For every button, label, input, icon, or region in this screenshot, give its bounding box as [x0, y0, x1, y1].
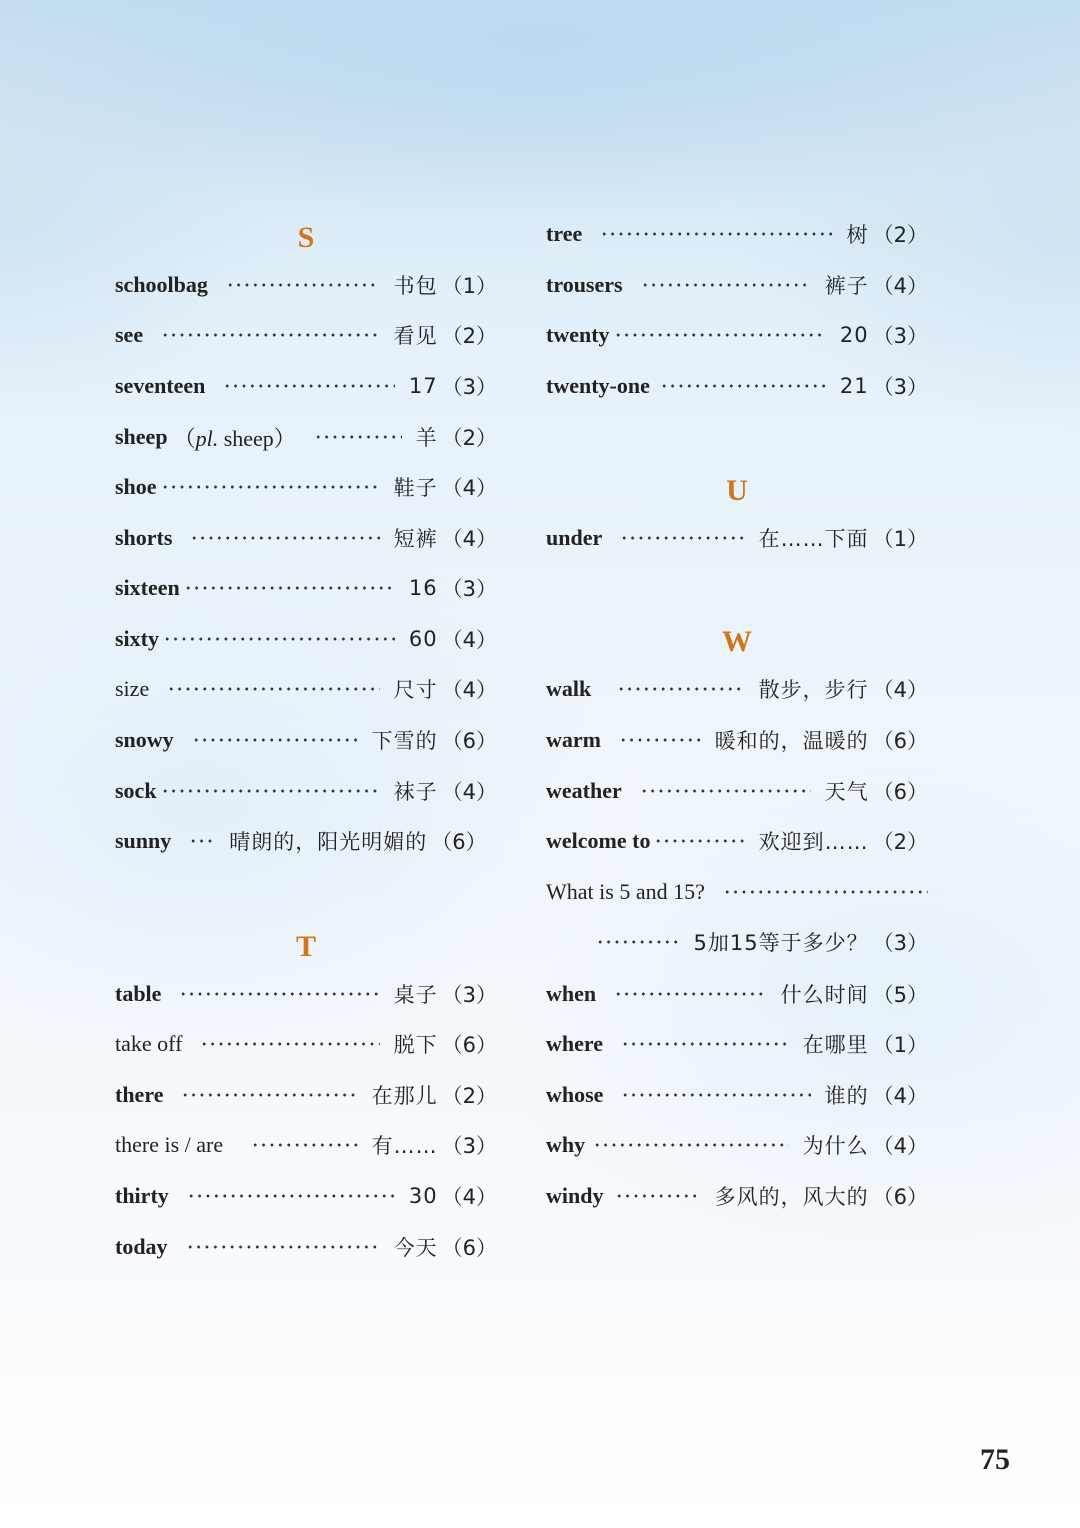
entry-meaning: 在哪里 — [802, 1033, 869, 1057]
entry-word: What is 5 and 15? — [546, 879, 705, 904]
leader-dots — [186, 1237, 380, 1257]
entry-meaning: 5加15等于多少？ — [693, 931, 869, 955]
entry-there — [115, 1078, 497, 1112]
entry-unit: （1） — [441, 274, 497, 298]
entry-where — [546, 1027, 928, 1061]
leader-dots — [187, 1186, 395, 1206]
entry-meaning: 什么时间 — [780, 983, 869, 1007]
entry-word: walk — [546, 676, 592, 701]
entry-meaning: 60 — [408, 627, 438, 651]
entry-meaning: 17 — [408, 374, 438, 398]
leader-dots — [617, 679, 744, 699]
entry-unit: （4） — [872, 1084, 928, 1108]
entry-unit: （6） — [441, 1236, 497, 1260]
leader-dots — [167, 679, 379, 699]
entry-unit: （6） — [431, 830, 487, 854]
leader-dots — [179, 984, 379, 1004]
entry-warm — [546, 723, 928, 757]
entry-unit: （2） — [872, 830, 928, 854]
entry-sixteen — [115, 571, 497, 605]
section-letter-w: W — [722, 625, 752, 658]
entry-word: weather — [546, 778, 622, 803]
note-open: （ — [173, 425, 196, 451]
entry-meaning: 散步，步行 — [758, 678, 869, 702]
leader-dots — [593, 1135, 789, 1155]
entry-unit: （6） — [872, 1185, 928, 1209]
entry-twenty-one — [546, 369, 928, 403]
entry-there-is-are — [115, 1128, 497, 1162]
entry-meaning: 30 — [408, 1184, 438, 1208]
entry-word: whose — [546, 1082, 604, 1107]
entry-meaning: 20 — [839, 323, 869, 347]
entry-meaning: 在那儿 — [371, 1084, 438, 1108]
entry-word: trousers — [546, 272, 623, 297]
entry-meaning: 尺寸 — [393, 678, 438, 702]
entry-meaning: 桌子 — [393, 983, 438, 1007]
entry-unit: （4） — [872, 1134, 928, 1158]
entry-word: shorts — [115, 525, 173, 550]
entry-what-is-5-and-15 — [546, 875, 928, 909]
leader-dots — [200, 1034, 379, 1054]
section-letter-u: U — [726, 474, 748, 507]
entry-word: there is / are — [115, 1132, 224, 1157]
entry-word: windy — [546, 1183, 604, 1208]
leader-dots — [660, 376, 826, 396]
entry-unit: （6） — [872, 729, 928, 753]
leader-dots — [620, 528, 744, 548]
entry-meaning: 书包 — [393, 274, 438, 298]
entry-word: table — [115, 981, 162, 1006]
entry-word: sixty — [115, 626, 159, 651]
entry-sixty — [115, 622, 497, 656]
entry-unit: （2） — [441, 426, 497, 450]
entry-meaning: 有…… — [371, 1134, 438, 1158]
entry-weather — [546, 774, 928, 808]
entry-whose — [546, 1078, 928, 1112]
entry-shorts — [115, 521, 497, 555]
entry-word: tree — [546, 221, 583, 246]
entry-meaning: 天气 — [824, 780, 869, 804]
entry-word: snowy — [115, 727, 174, 752]
entry-meaning: 树 — [846, 223, 869, 247]
entry-word: when — [546, 981, 597, 1006]
entry-unit: （4） — [441, 780, 497, 804]
leader-dots — [161, 325, 380, 345]
leader-dots — [654, 831, 744, 851]
entry-unit: （3） — [872, 375, 928, 399]
leader-dots — [184, 578, 395, 598]
entry-why — [546, 1128, 928, 1162]
entry-thirty — [115, 1179, 497, 1213]
leader-dots — [600, 224, 832, 244]
leader-dots — [161, 477, 380, 497]
entry-meaning: 16 — [408, 576, 438, 600]
entry-meaning: 裤子 — [824, 274, 869, 298]
leader-dots — [641, 275, 811, 295]
entry-unit: （4） — [441, 1185, 497, 1209]
entry-word: size — [115, 676, 150, 701]
leader-dots — [190, 528, 379, 548]
entry-word: where — [546, 1031, 604, 1056]
leader-dots — [189, 831, 215, 851]
entry-unit: （4） — [441, 527, 497, 551]
leader-dots — [314, 427, 402, 447]
entry-meaning: 看见 — [393, 324, 438, 348]
entry-word: see — [115, 322, 144, 347]
entry-when — [546, 977, 928, 1011]
entry-today — [115, 1230, 497, 1264]
entry-unit: （1） — [872, 1033, 928, 1057]
entry-seventeen — [115, 369, 497, 403]
entry-trousers — [546, 268, 928, 302]
leader-dots — [161, 781, 380, 801]
leader-dots — [640, 781, 811, 801]
entry-under — [546, 521, 928, 555]
entry-meaning: 多风的，风大的 — [714, 1185, 869, 1209]
entry-word: there — [115, 1082, 164, 1107]
entry-word: thirty — [115, 1183, 169, 1208]
leader-dots — [181, 1085, 357, 1105]
entry-sheep — [115, 420, 497, 454]
entry-unit: （6） — [441, 1033, 497, 1057]
entry-tree — [546, 217, 928, 251]
entry-word: why — [546, 1132, 586, 1157]
entry-meaning: 暖和的，温暖的 — [714, 729, 869, 753]
entry-meaning: 羊 — [415, 426, 438, 450]
entry-unit: （5） — [872, 983, 928, 1007]
entry-unit: （3） — [441, 1134, 497, 1158]
entry-unit: （4） — [872, 274, 928, 298]
note-rest: sheep） — [218, 425, 296, 451]
entry-unit: （3） — [872, 931, 928, 955]
section-letter-t: T — [295, 930, 316, 963]
entry-windy — [546, 1179, 928, 1213]
entry-unit: （3） — [441, 375, 497, 399]
entry-word: sock — [115, 778, 157, 803]
section-letter-s: S — [297, 221, 315, 254]
leader-dots — [192, 730, 358, 750]
entry-what-is-5-and-15-meaning — [546, 925, 928, 959]
entry-unit: （4） — [441, 678, 497, 702]
entry-shoe — [115, 470, 497, 504]
entry-meaning: 下雪的 — [371, 729, 438, 753]
leader-dots — [621, 1085, 810, 1105]
entry-snowy — [115, 723, 497, 757]
entry-see — [115, 318, 497, 352]
entry-twenty — [546, 318, 928, 352]
entry-word: schoolbag — [115, 272, 208, 297]
entry-meaning: 谁的 — [824, 1084, 869, 1108]
entry-unit: （6） — [872, 780, 928, 804]
entry-table — [115, 977, 497, 1011]
leader-dots — [621, 1034, 789, 1054]
entry-word: today — [115, 1234, 168, 1259]
leader-dots — [614, 984, 767, 1004]
entry-unit: （1） — [872, 527, 928, 551]
entry-meaning: 脱下 — [393, 1033, 438, 1057]
entry-size — [115, 672, 497, 706]
entry-meaning: 为什么 — [802, 1134, 869, 1158]
entry-word: sheep — [115, 424, 168, 449]
leader-dots — [251, 1135, 358, 1155]
entry-meaning: 21 — [839, 374, 869, 398]
leader-dots — [614, 325, 826, 345]
entry-unit: （4） — [441, 628, 497, 652]
entry-unit: （3） — [872, 324, 928, 348]
page-number: 75 — [980, 1443, 1010, 1476]
entry-sock — [115, 774, 497, 808]
entry-take-off — [115, 1027, 497, 1061]
leader-dots — [163, 629, 395, 649]
entry-unit: （2） — [872, 223, 928, 247]
entry-walk — [546, 672, 928, 706]
entry-word: sunny — [115, 828, 172, 853]
entry-meaning: 鞋子 — [393, 476, 438, 500]
note-pl: pl. — [195, 425, 219, 451]
entry-unit: （3） — [441, 983, 497, 1007]
entry-unit: （2） — [441, 324, 497, 348]
entry-meaning: 袜子 — [393, 780, 438, 804]
leader-dots — [723, 882, 928, 902]
entry-word: take off — [115, 1031, 183, 1056]
entry-unit: （4） — [872, 678, 928, 702]
entry-word: seventeen — [115, 373, 206, 398]
entry-welcome-to — [546, 824, 928, 858]
leader-dots — [615, 1186, 700, 1206]
entry-word: twenty — [546, 322, 610, 347]
entry-word: sixteen — [115, 575, 180, 600]
entry-schoolbag — [115, 268, 497, 302]
entry-word: under — [546, 525, 603, 550]
entry-unit: （6） — [441, 729, 497, 753]
entry-word: welcome to — [546, 828, 651, 853]
leader-dots — [226, 275, 380, 295]
entry-unit: （2） — [441, 1084, 497, 1108]
entry-unit: （3） — [441, 577, 497, 601]
entry-note — [174, 422, 296, 453]
entry-meaning: 短裤 — [393, 527, 438, 551]
leader-dots — [619, 730, 701, 750]
entry-meaning: 晴朗的，阳光明媚的 — [229, 830, 428, 854]
entry-sunny — [115, 824, 497, 858]
entry-word: shoe — [115, 474, 157, 499]
entry-word: twenty-one — [546, 373, 650, 398]
entry-unit: （4） — [441, 476, 497, 500]
entry-meaning: 欢迎到…… — [758, 830, 869, 854]
entry-meaning: 在……下面 — [758, 527, 869, 551]
leader-dots — [596, 932, 680, 952]
entry-meaning: 今天 — [393, 1236, 438, 1260]
leader-dots — [223, 376, 394, 396]
entry-word: warm — [546, 727, 601, 752]
